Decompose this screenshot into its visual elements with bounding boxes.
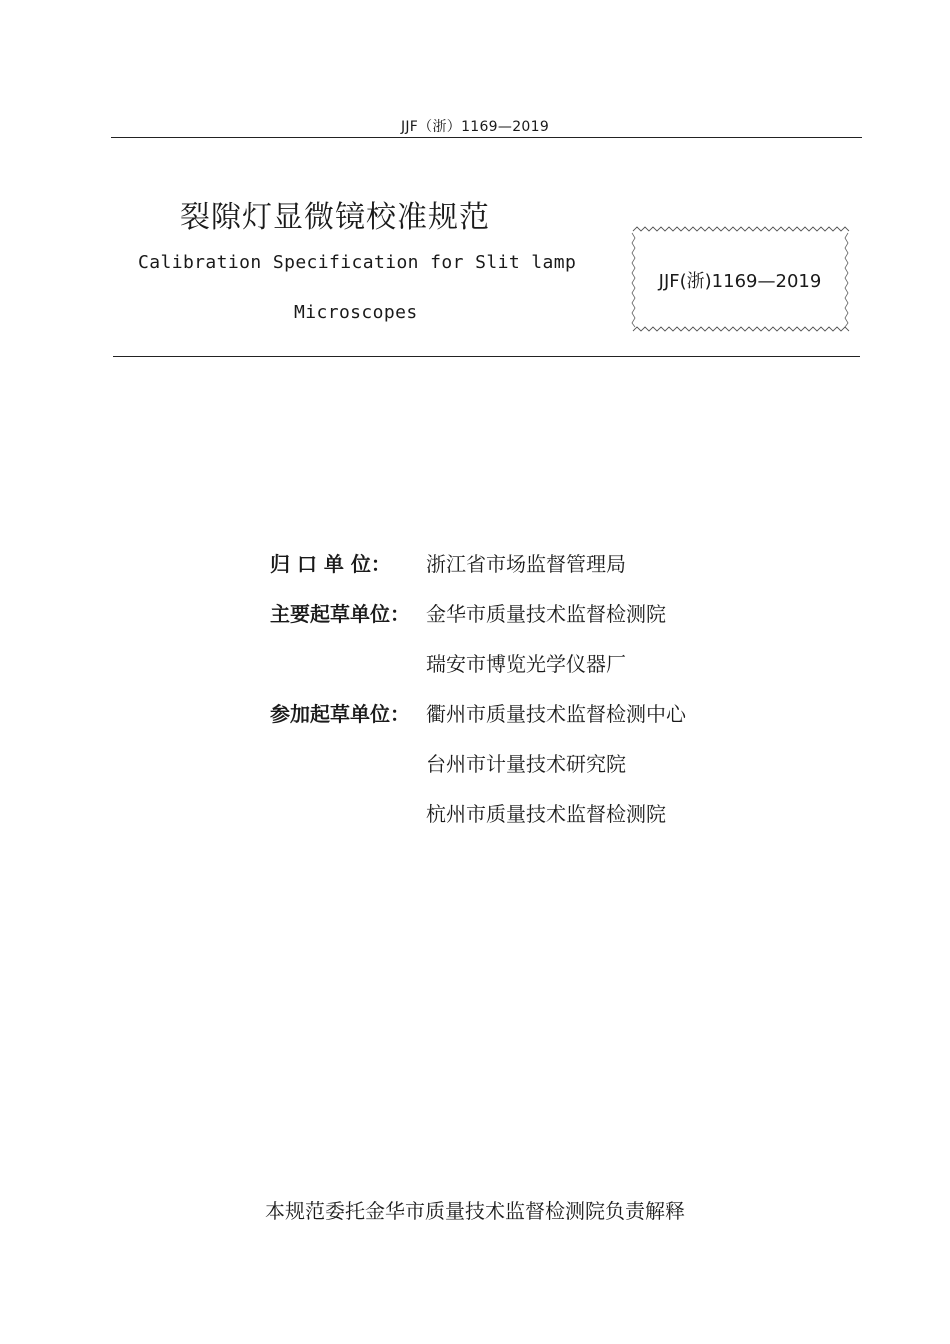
main-drafters-row [270,598,666,627]
authority-label: 归 口 单 位： [270,552,391,576]
authority-value: 浙江省市场监督管理局 [426,552,626,576]
title-english-line-2: Microscopes [294,302,418,323]
header-rule [111,137,862,138]
participating-drafter-3: 杭州市质量技术监督检测院 [426,802,666,826]
participating-drafters-row-2 [270,748,626,777]
header-standard-code: JJF（浙）1169—2019 [400,119,550,135]
title-english-line-1: Calibration Specification for Slit lamp [138,252,577,273]
main-drafters-label: 主要起草单位： [270,602,410,626]
participating-drafter-1: 衢州市质量技术监督检测中心 [426,702,686,726]
participating-drafters-row [270,698,686,727]
main-drafter-1: 金华市质量技术监督检测院 [426,602,666,626]
participating-drafter-2: 台州市计量技术研究院 [426,752,626,776]
participating-drafters-label: 参加起草单位： [270,702,410,726]
authority-row [270,548,626,577]
title-bottom-rule [113,356,860,357]
badge-standard-code: JJF(浙)1169—2019 [658,271,822,292]
main-drafters-row-2 [270,648,626,677]
participating-drafters-row-3 [270,798,666,827]
title-chinese: 裂隙灯显微镜校准规范 [180,200,490,235]
footer-interpretation-note: 本规范委托金华市质量技术监督检测院负责解释 [265,1199,685,1223]
standard-number-badge [629,225,851,333]
main-drafter-2: 瑞安市博览光学仪器厂 [426,652,626,676]
